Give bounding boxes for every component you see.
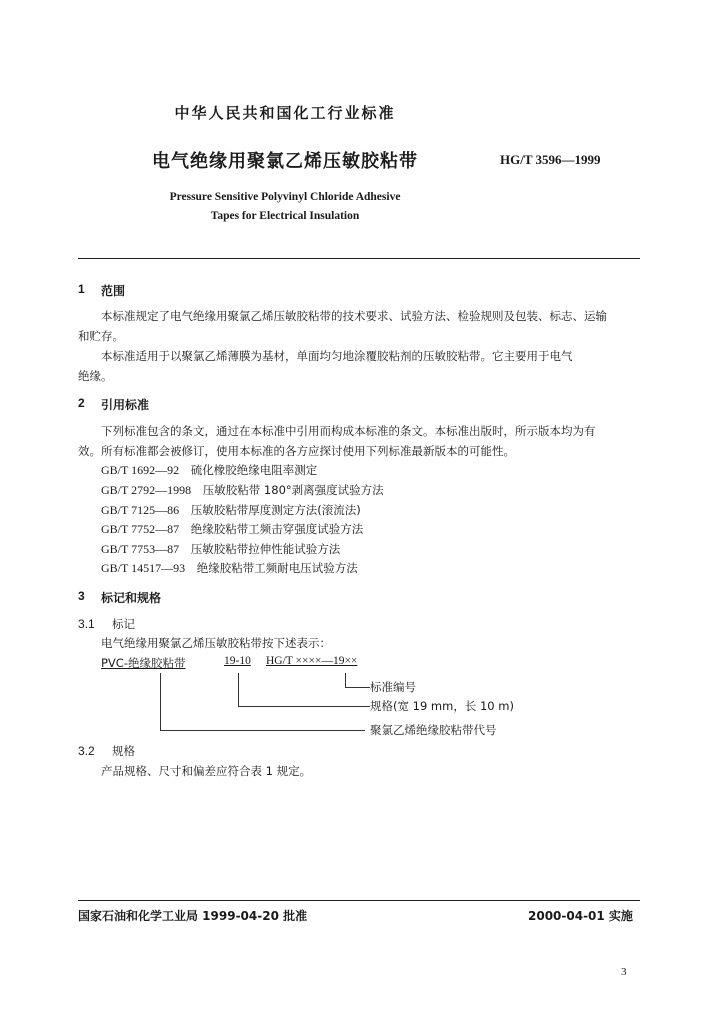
reference-code: GB/T 7753—87 <box>101 542 180 556</box>
spec-text: 产品规格、尺寸和偏差应符合表 1 规定。 <box>101 764 312 778</box>
reference-title: 压敏胶粘带厚度测定方法(滚流法) <box>190 503 361 517</box>
bracket-line-spec-horizontal <box>238 706 370 707</box>
marking-intro-text: 电气绝缘用聚氯乙烯压敏胶粘带按下述表示： <box>101 636 331 650</box>
section-2-number: 2 <box>78 396 85 410</box>
section-2-heading: 引用标准 <box>101 398 150 412</box>
reference-code: GB/T 2792—1998 <box>101 483 192 497</box>
bracket-line-code-horizontal <box>160 730 365 731</box>
subsection-3-1-number: 3.1 <box>78 617 95 631</box>
title-english-line2: Tapes for Electrical Insulation <box>210 210 360 222</box>
mark-spec: 19-10 <box>224 655 251 667</box>
scope-para2-line1: 本标准适用于以聚氯乙烯薄膜为基材，单面均匀地涂覆胶粘剂的压敏胶粘带。它主要用于电气 <box>101 349 573 363</box>
reference-title: 绝缘胶粘带工频耐电压试验方法 <box>196 561 358 575</box>
subsection-3-1-heading: 标记 <box>112 617 135 631</box>
standard-code: HG/T 3596—1999 <box>500 152 601 167</box>
reference-title: 硫化橡胶绝缘电阻率测定 <box>190 463 318 477</box>
section-1-number: 1 <box>78 282 85 296</box>
approval-line: 国家石油和化学工业局 1999-04-20 批准 <box>78 909 308 923</box>
footer-divider <box>78 900 640 901</box>
reference-item <box>101 560 358 576</box>
reference-code: GB/T 7125—86 <box>101 503 180 517</box>
reference-code: GB/T 1692—92 <box>101 463 180 477</box>
bracket-line-standard-horizontal <box>345 687 370 688</box>
reference-title: 压敏胶粘带 180°剥离强度试验方法 <box>202 483 384 497</box>
scope-para1-line2: 和贮存。 <box>78 329 124 343</box>
references-intro-line2: 效。所有标准都会被修订，使用本标准的各方应探讨使用下列标准最新版本的可能性。 <box>78 444 515 458</box>
label-standard-number: 标准编号 <box>370 680 416 694</box>
reference-item <box>101 502 361 518</box>
label-product-code: 聚氯乙烯绝缘胶粘带代号 <box>370 723 497 737</box>
label-spec: 规格(宽 19 mm，长 10 m) <box>370 699 514 713</box>
subsection-3-2-heading: 规格 <box>112 744 135 758</box>
reference-title: 绝缘胶粘带工频击穿强度试验方法 <box>190 522 364 536</box>
reference-item <box>101 482 384 498</box>
reference-item <box>101 521 363 537</box>
mark-standard-no: HG/T ××××—19×× <box>266 655 358 667</box>
title-chinese: 电气绝缘用聚氯乙烯压敏胶粘带 <box>152 151 418 172</box>
title-english-line1: Pressure Sensitive Polyvinyl Chloride Adhesive <box>169 191 401 203</box>
bracket-line-spec-vertical <box>238 673 239 707</box>
mark-product-name: PVC-绝缘胶粘带 <box>101 656 186 670</box>
implementation-line: 2000-04-01 实施 <box>528 909 633 923</box>
subsection-3-2-number: 3.2 <box>78 744 95 758</box>
reference-item <box>101 541 340 557</box>
reference-code: GB/T 7752—87 <box>101 522 180 536</box>
header-divider <box>78 258 640 259</box>
reference-title: 压敏胶粘带拉伸性能试验方法 <box>190 542 341 556</box>
section-1-heading: 范围 <box>101 284 126 298</box>
page-number: 3 <box>621 966 627 978</box>
scope-para1-line1: 本标准规定了电气绝缘用聚氯乙烯压敏胶粘带的技术要求、试验方法、检验规则及包装、标志、运输 <box>101 309 607 323</box>
scope-para2-line2: 绝缘。 <box>78 369 113 383</box>
references-intro-line1: 下列标准包含的条文，通过在本标准中引用而构成本标准的条文。本标准出版时，所示版本均为有 <box>101 424 596 438</box>
section-3-heading: 标记和规格 <box>101 591 162 605</box>
reference-item <box>101 462 317 478</box>
bracket-line-code-vertical <box>160 673 161 731</box>
reference-code: GB/T 14517—93 <box>101 561 186 575</box>
bracket-line-standard-vertical <box>345 673 346 688</box>
issuing-authority: 中华人民共和国化工行业标准 <box>174 104 396 122</box>
section-3-number: 3 <box>78 589 85 603</box>
